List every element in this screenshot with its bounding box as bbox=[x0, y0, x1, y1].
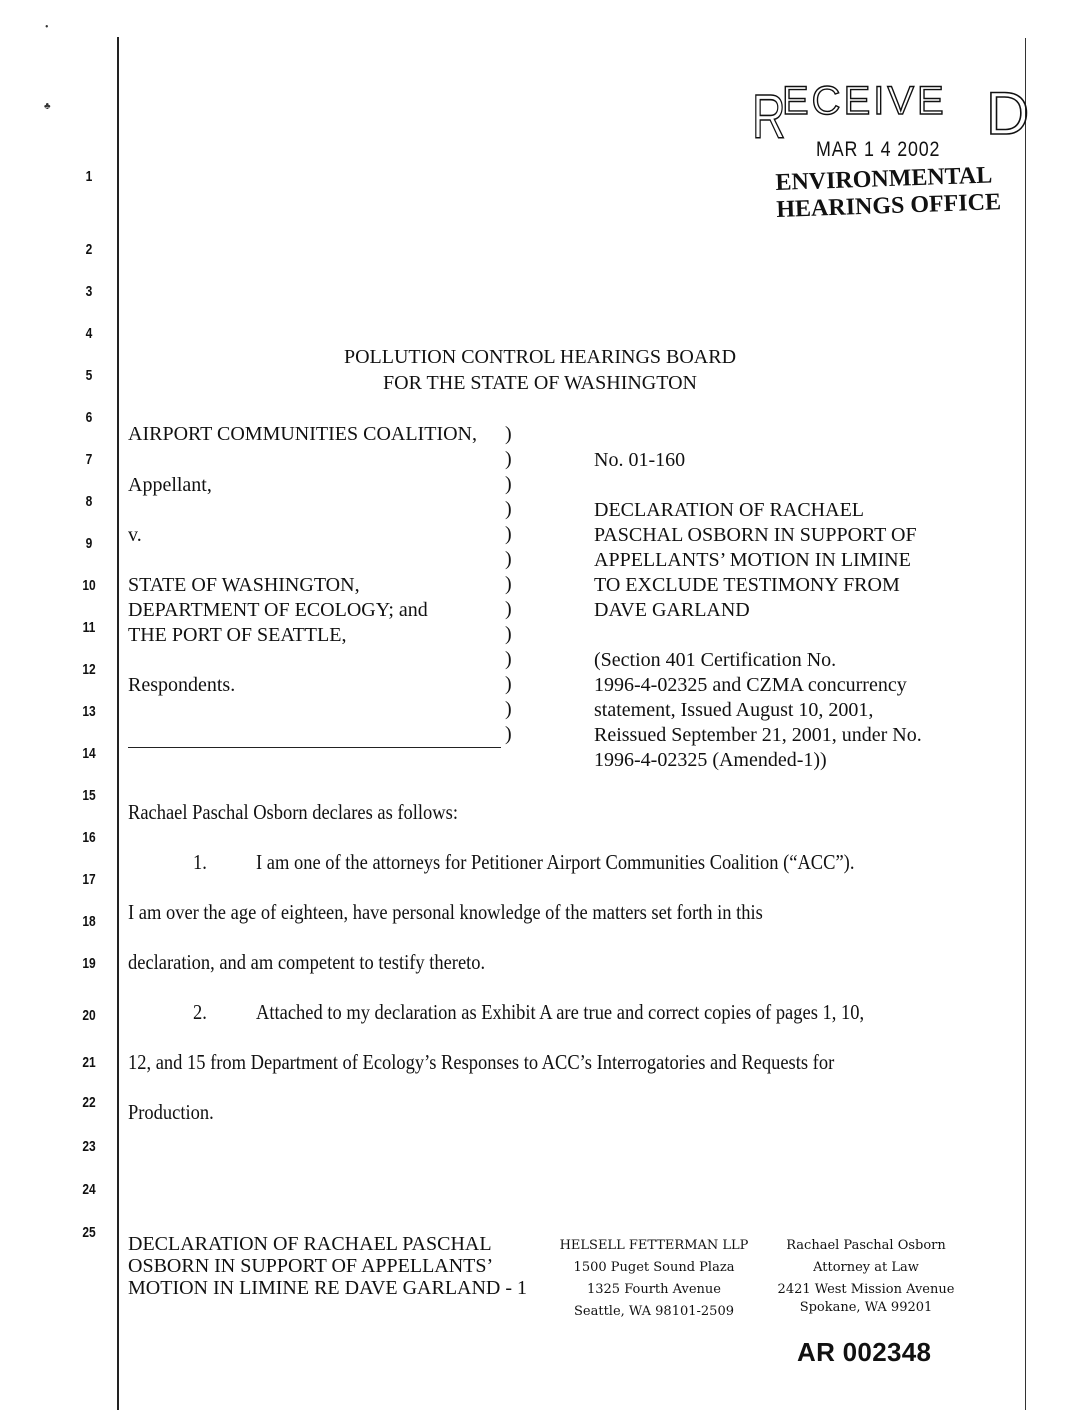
firm-address bbox=[548, 1235, 760, 1323]
line-number: 16 bbox=[82, 829, 96, 846]
footer-caption-line: DECLARATION OF RACHAEL PASCHAL bbox=[128, 1233, 492, 1255]
case-title-line: APPELLANTS’ MOTION IN LIMINE bbox=[594, 549, 911, 571]
versus: v. bbox=[128, 524, 142, 546]
stamp-office bbox=[775, 162, 1001, 224]
paren: ) bbox=[505, 423, 512, 445]
paren: ) bbox=[505, 473, 512, 495]
line-number: 5 bbox=[85, 367, 93, 384]
left-margin-rule bbox=[117, 37, 119, 1410]
firm-line: 1500 Puget Sound Plaza bbox=[573, 1260, 735, 1275]
line-number: 22 bbox=[82, 1094, 96, 1111]
paren: ) bbox=[505, 448, 512, 470]
line-number: 20 bbox=[82, 1007, 96, 1024]
footer-caption-line: OSBORN IN SUPPORT OF APPELLANTS’ bbox=[128, 1255, 494, 1277]
svg-text:D: D bbox=[986, 80, 1030, 147]
paragraph-number: 1. bbox=[193, 850, 207, 874]
case-title bbox=[594, 498, 917, 623]
bates-number: AR 002348 bbox=[797, 1337, 932, 1367]
attorney-line: Rachael Paschal Osborn bbox=[786, 1238, 946, 1253]
case-reference-line: 1996-4-02325 (Amended-1)) bbox=[594, 749, 827, 771]
line-number: 11 bbox=[82, 619, 96, 636]
paren: ) bbox=[505, 723, 512, 745]
paren: ) bbox=[505, 673, 512, 695]
firm-line: Seattle, WA 98101-2509 bbox=[574, 1304, 734, 1319]
paren: ) bbox=[505, 623, 512, 645]
paragraph-text: Production. bbox=[128, 1100, 214, 1124]
line-number: 25 bbox=[82, 1224, 96, 1241]
stamp-date: MAR 1 4 2002 bbox=[816, 138, 941, 161]
scan-mark: ♣ bbox=[44, 101, 51, 112]
line-number: 23 bbox=[82, 1138, 96, 1155]
footer-caption-line: MOTION IN LIMINE RE DAVE GARLAND - 1 bbox=[128, 1277, 528, 1299]
paragraph-text: Attached to my declaration as Exhibit A are true and correct copies of pages 1, 10, bbox=[256, 1000, 865, 1024]
line-number: 1 bbox=[85, 168, 93, 185]
line-number: 14 bbox=[82, 745, 96, 762]
attorney-line: 2421 West Mission Avenue bbox=[777, 1282, 955, 1297]
line-number: 10 bbox=[82, 577, 96, 594]
respondent-line: DEPARTMENT OF ECOLOGY; and bbox=[128, 599, 428, 621]
case-title-line: DAVE GARLAND bbox=[594, 599, 750, 621]
paragraph-text: I am over the age of eighteen, have personal knowledge of the matters set forth in this bbox=[128, 900, 763, 924]
case-reference bbox=[594, 648, 922, 773]
appellant-name: AIRPORT COMMUNITIES COALITION, bbox=[128, 423, 477, 445]
stamp-office-line: ENVIRONMENTAL bbox=[775, 162, 993, 196]
case-number: No. 01-160 bbox=[594, 449, 686, 471]
footer-caption bbox=[128, 1233, 527, 1299]
case-reference-line: statement, Issued August 10, 2001, bbox=[594, 699, 874, 721]
case-title-line: PASCHAL OSBORN IN SUPPORT OF bbox=[594, 524, 917, 546]
paren: ) bbox=[505, 648, 512, 670]
svg-text:R: R bbox=[752, 81, 786, 152]
declaration-intro: Rachael Paschal Osborn declares as follows: bbox=[128, 800, 458, 824]
caption-rule bbox=[128, 747, 501, 748]
right-margin-rule bbox=[1025, 38, 1026, 1410]
attorney-address bbox=[766, 1235, 966, 1319]
line-number: 6 bbox=[85, 409, 93, 426]
line-number: 13 bbox=[82, 703, 96, 720]
court-jurisdiction: FOR THE STATE OF WASHINGTON bbox=[383, 372, 697, 394]
stamp-office-line: HEARINGS OFFICE bbox=[775, 189, 1002, 223]
case-title-line: DECLARATION OF RACHAEL bbox=[594, 499, 864, 521]
respondent-role: Respondents. bbox=[128, 674, 236, 696]
line-number: 15 bbox=[82, 787, 96, 804]
respondent-line: STATE OF WASHINGTON, bbox=[128, 574, 360, 596]
paren: ) bbox=[505, 523, 512, 545]
court-name: POLLUTION CONTROL HEARINGS BOARD bbox=[343, 346, 737, 368]
line-number: 3 bbox=[85, 283, 93, 300]
case-title-line: TO EXCLUDE TESTIMONY FROM bbox=[594, 574, 900, 596]
appellant-role: Appellant, bbox=[128, 474, 212, 496]
attorney-line: Spokane, WA 99201 bbox=[799, 1300, 933, 1315]
line-number: 19 bbox=[82, 955, 96, 972]
line-number: 4 bbox=[85, 325, 93, 342]
paren: ) bbox=[505, 598, 512, 620]
paragraph-text: 12, and 15 from Department of Ecology’s Responses to ACC’s Interrogatories and Requests for bbox=[128, 1050, 835, 1074]
scan-mark: • bbox=[45, 22, 49, 33]
paragraph-text: I am one of the attorneys for Petitioner Airport Communities Coalition (“ACC”). bbox=[256, 850, 855, 874]
case-reference-line: 1996-4-02325 and CZMA concurrency bbox=[594, 674, 907, 696]
line-number: 18 bbox=[82, 913, 96, 930]
paren: ) bbox=[505, 698, 512, 720]
line-number: 7 bbox=[85, 451, 93, 468]
firm-line: 1325 Fourth Avenue bbox=[586, 1282, 721, 1297]
case-reference-line: Reissued September 21, 2001, under No. bbox=[594, 724, 922, 746]
line-number: 2 bbox=[85, 241, 93, 258]
svg-text:ECEIVE: ECEIVE bbox=[782, 79, 947, 123]
paren: ) bbox=[505, 573, 512, 595]
attorney-line: Attorney at Law bbox=[813, 1260, 919, 1275]
case-reference-line: (Section 401 Certification No. bbox=[594, 649, 837, 671]
line-number: 17 bbox=[82, 871, 96, 888]
line-number: 12 bbox=[82, 661, 96, 678]
firm-line: HELSELL FETTERMAN LLP bbox=[559, 1238, 749, 1253]
paragraph-number: 2. bbox=[193, 1000, 207, 1024]
line-number: 24 bbox=[82, 1181, 96, 1198]
line-number: 21 bbox=[82, 1054, 96, 1071]
paragraph-text: declaration, and am competent to testify thereto. bbox=[128, 950, 486, 974]
respondent-line: THE PORT OF SEATTLE, bbox=[128, 624, 347, 646]
line-number: 9 bbox=[85, 535, 93, 552]
paren: ) bbox=[505, 548, 512, 570]
paren: ) bbox=[505, 498, 512, 520]
line-number: 8 bbox=[85, 493, 93, 510]
